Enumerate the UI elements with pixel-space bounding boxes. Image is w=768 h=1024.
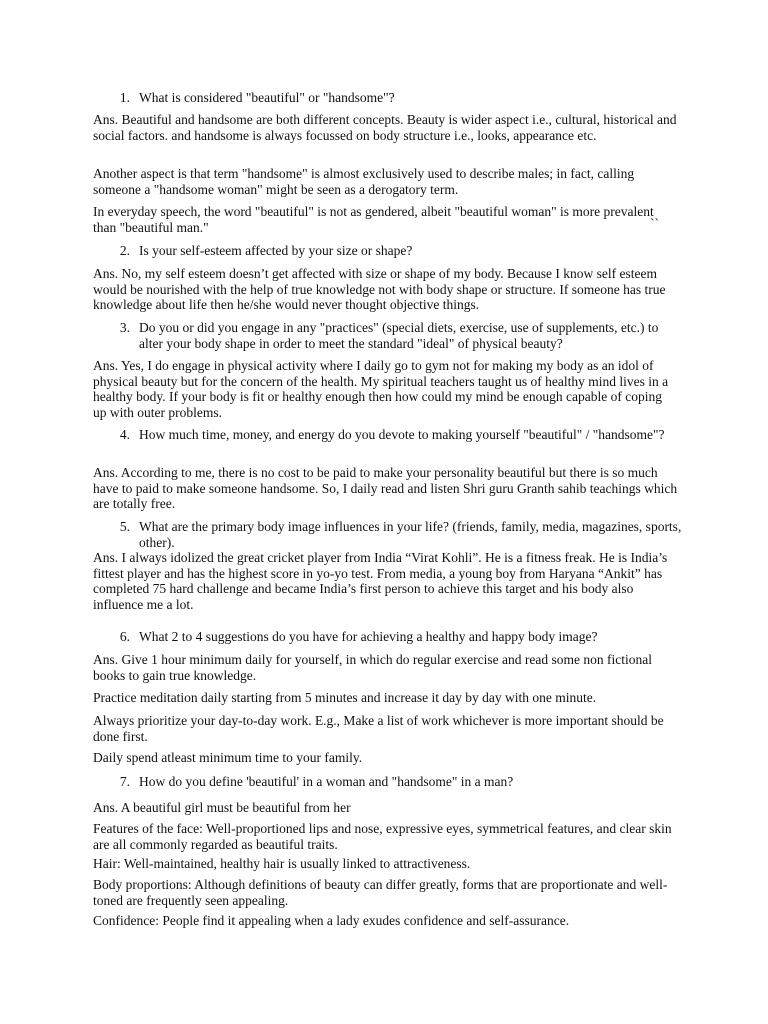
question-2 [93,243,683,259]
question-number: 1. [119,90,130,105]
question-6 [93,629,683,645]
question-text: Do you or did you engage in any "practices" (special diets, exercise, use of supplements, etc.) to alter your body shape in order to meet the standard "ideal" of physical beauty? [139,320,659,351]
question-4 [93,427,683,443]
answer-paragraph: Confidence: People find it appealing when a lady exudes confidence and self-assurance. [93,913,570,928]
question-text: Is your self-esteem affected by your size or shape? [139,243,413,258]
answer-paragraph: Hair: Well-maintained, healthy hair is usually linked to attractiveness. [93,856,471,871]
question-text: What 2 to 4 suggestions do you have for achieving a healthy and happy body image? [139,629,598,644]
question-5 [93,519,683,550]
question-text: What are the primary body image influences in your life? (friends, family, media, magazines, sports, other). [139,519,682,550]
question-text: How do you define 'beautiful' in a woman and "handsome" in a man? [139,774,514,789]
answer-paragraph: Ans. A beautiful girl must be beautiful from her [93,800,351,815]
question-number: 2. [119,243,130,258]
answer-paragraph: Features of the face: Well-proportioned lips and nose, expressive eyes, symmetrical features, and clear skin are all commonly regarded as beautiful traits. [93,821,672,852]
answer-paragraph: In everyday speech, the word "beautiful" is not as gendered, albeit "beautiful woman" is more prevalent than "beautiful man." [93,204,654,235]
answer-paragraph: Ans. Yes, I do engage in physical activity where I daily go to gym not for making my body as an idol of physical beauty but for the concern of the health. My spiritual teachers taught us of healthy mind lives in a healthy body. If your body is fit or healthy enough then how could my mind be enough capable of coping up with outer problems. [93,358,669,420]
question-text: What is considered "beautiful" or "handsome"? [139,90,395,105]
question-7 [93,774,683,790]
answer-paragraph: Ans. Give 1 hour minimum daily for yourself, in which do regular exercise and read some non fictional books to gain true knowledge. [93,652,652,683]
question-3 [93,320,683,351]
answer-paragraph: Daily spend atleast minimum time to your family. [93,750,363,765]
stray-mark: `` [650,216,659,231]
answer-paragraph: Always prioritize your day-to-day work. E.g., Make a list of work whichever is more important should be done first. [93,713,664,744]
answer-paragraph: Ans. I always idolized the great cricket player from India “Virat Kohli”. He is a fitness freak. He is India’s fittest player and has the highest score in yo-yo test. From media, a young boy from Haryana “Ankit” has completed 75 hard challenge and became India’s first person to achieve this target and his body also influence me a lot. [93,550,668,612]
question-1 [93,90,683,106]
question-number: 6. [119,629,130,644]
answer-paragraph: Ans. According to me, there is no cost to be paid to make your personality beautiful but there is so much have to paid to make someone handsome. So, I daily read and listen Shri guru Granth sahib teachings which are totally free. [93,465,678,511]
question-number: 7. [119,774,130,789]
question-number: 3. [119,320,130,335]
answer-paragraph: Ans. No, my self esteem doesn’t get affected with size or shape of my body. Because I know self esteem would be nourished with the help of true knowledge not with body shape or structure. If someone has true knowledge about life then he/she would never thought objective things. [93,266,666,312]
answer-paragraph: Body proportions: Although definitions of beauty can differ greatly, forms that are proportionate and well-toned are frequently seen appealing. [93,877,668,908]
question-text: How much time, money, and energy do you devote to making yourself "beautiful" / "handsome"? [139,427,665,442]
answer-paragraph: Another aspect is that term "handsome" is almost exclusively used to describe males; in fact, calling someone a "handsome woman" might be seen as a derogatory term. [93,166,635,197]
answer-paragraph: Ans. Beautiful and handsome are both different concepts. Beauty is wider aspect i.e., cultural, historical and social factors. and handsome is always focussed on body structure i.e., looks, appearance etc. [93,112,677,143]
question-number: 4. [119,427,130,442]
answer-paragraph: Practice meditation daily starting from 5 minutes and increase it day by day with one minute. [93,690,597,705]
question-number: 5. [119,519,130,534]
